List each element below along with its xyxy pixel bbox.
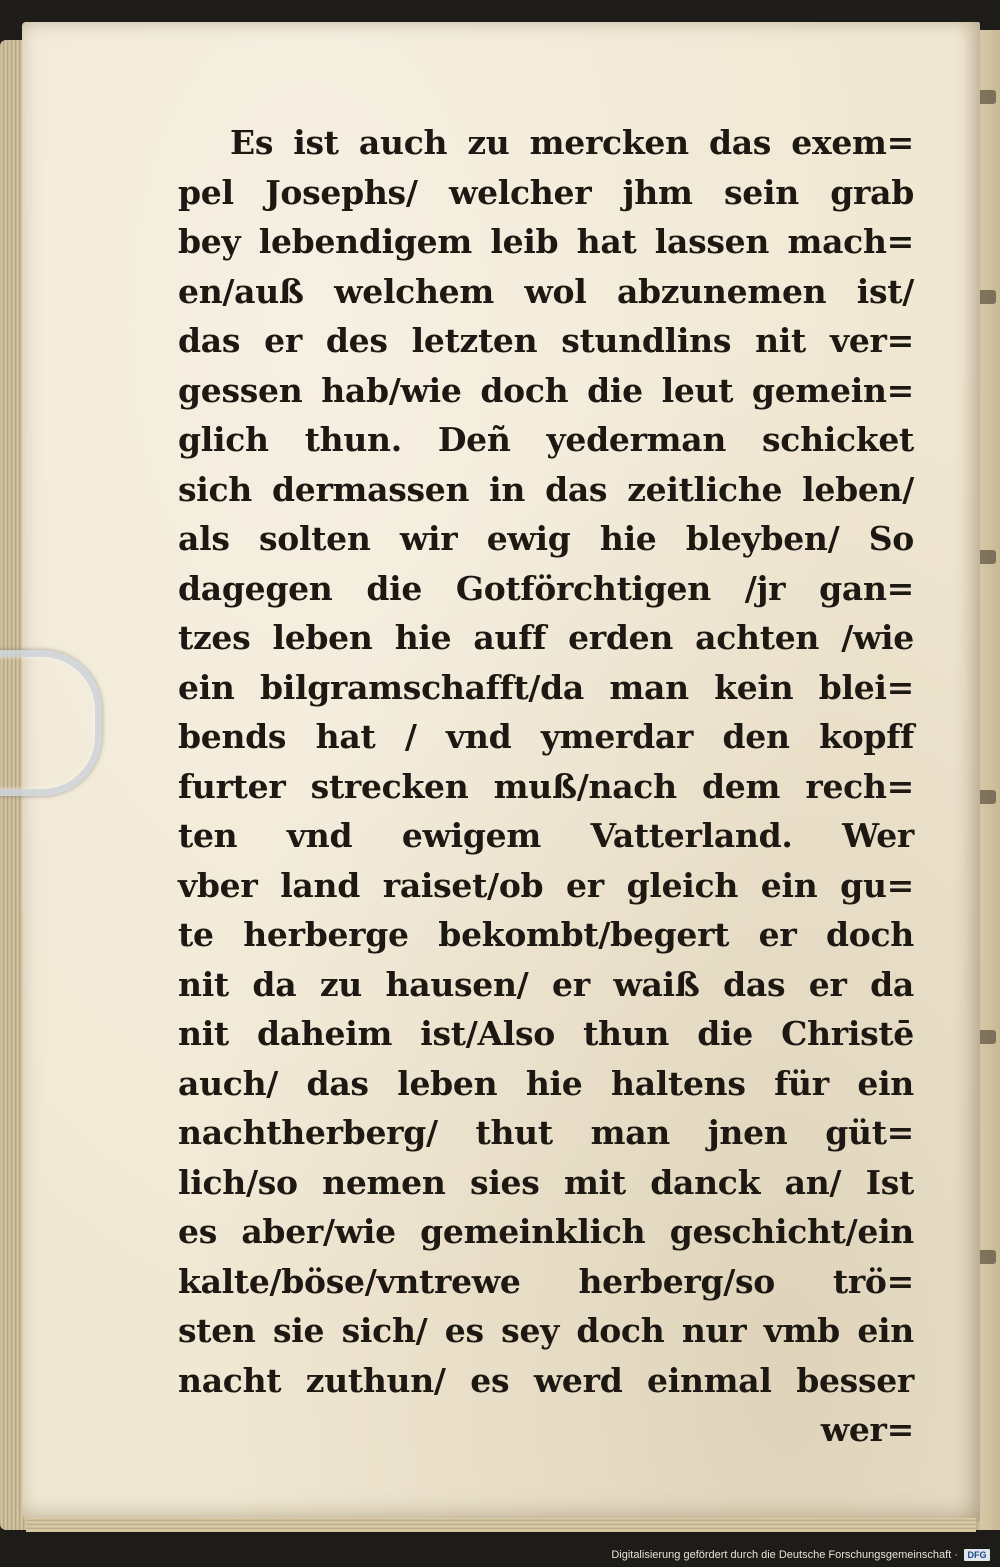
text-line: das er des letzten stundlins nit ver=	[178, 321, 914, 360]
text-line: dagegen die Gotförchtigen /jr gan=	[178, 568, 914, 608]
text-line: ten vnd ewigem Vatterland. Wer	[178, 816, 914, 855]
page-clip	[0, 650, 102, 796]
footer-credit-bar	[610, 1545, 990, 1565]
text-line: vber land raiset/ob er gleich ein gu=	[178, 865, 914, 905]
text-line: gessen hab/wie doch die leut gemein=	[178, 370, 914, 410]
text-line: nit da zu hausen/ er waiß das er da	[178, 964, 914, 1004]
text-line: auch/ das leben hie haltens für ein	[178, 1063, 914, 1103]
text-line: nit daheim ist/Also thun die Christē	[178, 1014, 914, 1053]
text-line: nacht zuthun/ es werd einmal besser	[178, 1360, 914, 1400]
text-line: es aber/wie gemeinklich geschicht/ein	[178, 1212, 914, 1251]
text-line: Es ist auch zu mercken das exem=	[230, 123, 914, 162]
page-bottom-edge	[26, 1518, 976, 1532]
text-line: glich thun. Deñ yederman schicket	[178, 420, 914, 459]
text-line: pel Josephs/ welcher jhm sein grab	[178, 172, 914, 212]
text-line: furter strecken muß/nach dem rech=	[178, 766, 914, 806]
text-line: kalte/böse/vntrewe herberg/so trö=	[178, 1261, 914, 1301]
text-line: bey lebendigem leib hat lassen mach=	[178, 222, 914, 261]
dfg-logo-icon: DFG	[964, 1549, 990, 1561]
footer-credit-text: Digitalisierung gefördert durch die Deutsche Forschungsgemeinschaft ·	[611, 1549, 958, 1561]
text-line: tzes leben hie auff erden achten /wie	[178, 618, 914, 657]
text-line: nachtherberg/ thut man jnen güt=	[178, 1113, 914, 1152]
text-line: bends hat / vnd ymerdar den kopff	[178, 717, 914, 756]
catchword: wer=	[820, 1410, 914, 1449]
text-line: sich dermassen in das zeitliche leben/	[178, 469, 914, 509]
page-text-block	[178, 118, 914, 1455]
text-line: als solten wir ewig hie bleyben/ So	[178, 519, 914, 558]
text-line: ein bilgramschafft/da man kein blei=	[178, 667, 914, 707]
text-line: en/auß welchem wol abzunemen ist/	[178, 271, 914, 311]
text-line: sten sie sich/ es sey doch nur vmb ein	[178, 1311, 914, 1350]
text-line: lich/so nemen sies mit danck an/ Ist	[178, 1162, 914, 1202]
text-line: te herberge bekombt/begert er doch	[178, 915, 914, 954]
